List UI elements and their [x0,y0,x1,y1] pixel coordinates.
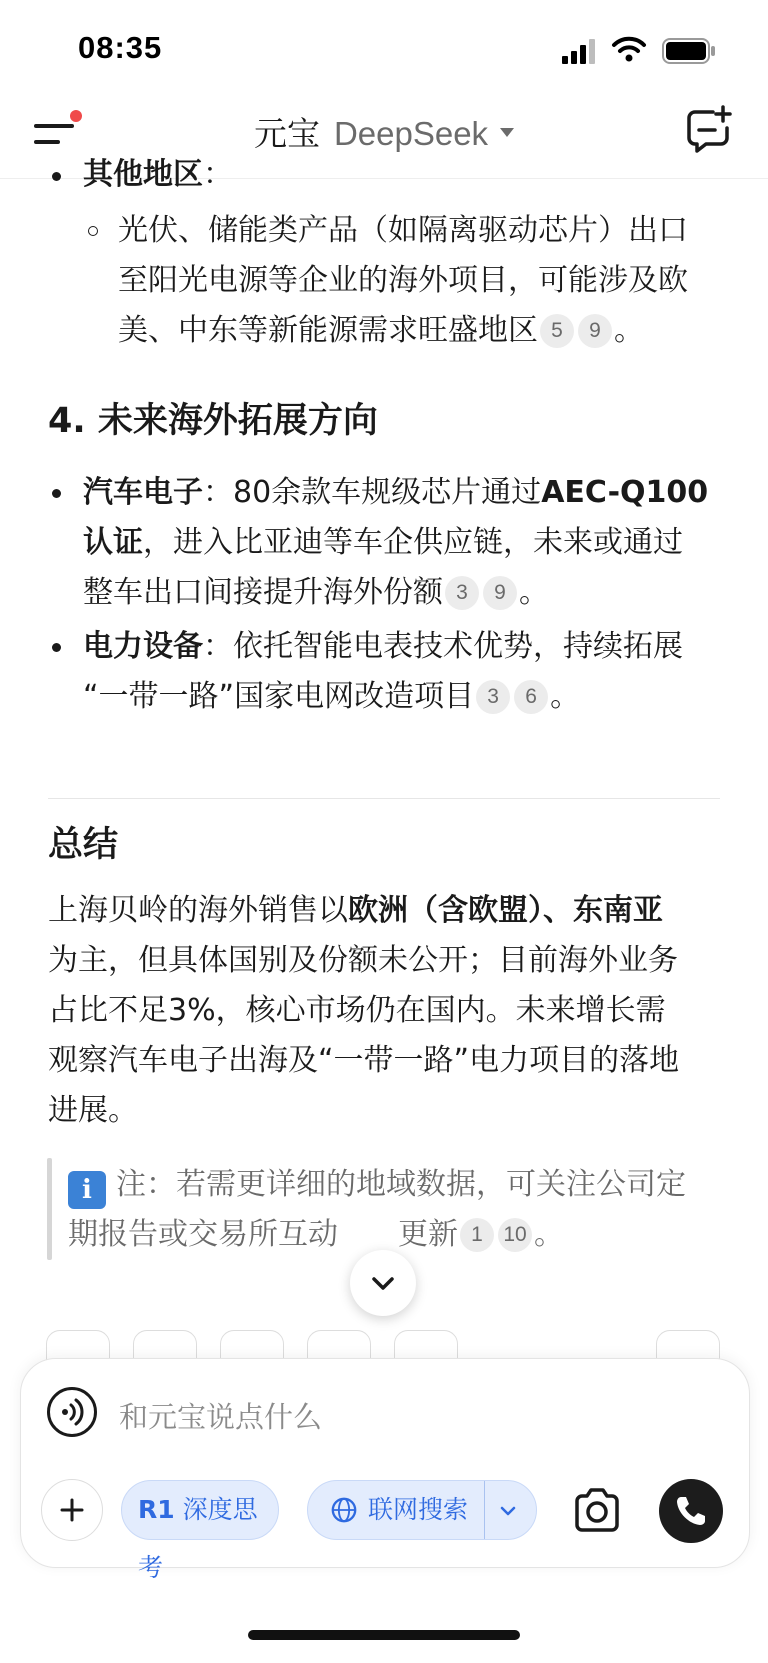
sub-bullet-circle [88,226,98,236]
model-name: DeepSeek [333,115,489,152]
bullet-dot [52,489,61,498]
chat-content [0,157,768,1358]
citation-badge[interactable]: 3 [445,576,479,610]
voice-wave-icon [50,1390,94,1434]
auto-line-3: 整车出口间接提升海外份额 3 9 。 [83,575,549,610]
voice-input-button[interactable] [47,1387,97,1437]
summary-line-5: 进展。 [48,1093,138,1128]
summary-line-2: 为主，但具体国别及份额未公开；目前海外业务 [48,943,678,978]
globe-icon [330,1496,358,1524]
chevron-down-icon[interactable] [498,1501,518,1521]
web-search-toggle[interactable]: 联网搜索 [307,1480,537,1540]
voice-call-button[interactable] [659,1479,723,1543]
plus-icon [42,1480,102,1540]
section-4-heading: 4. 未来海外拓展方向 [48,401,378,441]
chevron-down-icon [350,1250,416,1316]
section-divider [48,798,720,799]
citation-badge[interactable]: 1 [460,1218,494,1252]
other-region-heading: 其他地区： [83,157,233,192]
summary-line-4: 观察汽车电子出海及“一带一路”电力项目的落地 [48,1043,680,1078]
input-panel [20,1358,750,1582]
citation-badge[interactable]: 6 [514,680,548,714]
camera-icon[interactable] [569,1483,625,1539]
power-line-1: 电力设备：依托智能电表技术优势，持续拓展 [83,629,683,664]
pill-divider [484,1481,485,1539]
cellular-signal-icon [562,38,598,64]
home-indicator [248,1630,520,1640]
message-input[interactable]: 和元宝说点什么 [119,1400,323,1434]
power-line-2: “一带一路”国家电网改造项目 3 6 。 [83,679,581,714]
auto-line-1: 汽车电子：80余款车规级芯片通过AEC-Q100 [83,475,709,510]
scroll-to-bottom-button[interactable] [350,1250,416,1316]
other-region-line-3: 美、中东等新能源需求旺盛地区 5 9 。 [118,313,644,348]
status-time: 08:35 [78,30,163,65]
citation-badge[interactable]: 3 [476,680,510,714]
summary-heading: 总结 [48,825,119,865]
r1-badge: R1 [138,1495,175,1524]
status-bar [0,0,768,90]
app-name: 元宝 [253,114,320,153]
citation-badge[interactable]: 9 [578,314,612,348]
blockquote-bar [47,1158,52,1260]
note-line-2: 期报告或交易所互动 更新 1 10 。 [68,1217,564,1252]
bullet-dot [52,172,61,181]
summary-line-3: 占比不足3%，核心市场仍在国内。未来增长需 [48,993,666,1028]
bullet-dot [52,643,61,652]
other-region-line-1: 光伏、储能类产品（如隔离驱动芯片）出口 [118,213,688,248]
info-icon: i [68,1171,106,1209]
phone-icon [659,1479,723,1543]
new-chat-icon[interactable] [683,104,735,154]
caret-down-icon [500,128,514,137]
auto-line-2: 认证，进入比亚迪等车企供应链，未来或通过 [83,525,683,560]
note-line-1: i 注：若需更详细的地域数据，可关注公司定 [68,1160,686,1210]
wifi-icon [612,36,646,64]
model-selector[interactable] [0,108,768,155]
add-attachment-button[interactable] [41,1479,103,1541]
other-region-line-2: 至阳光电源等企业的海外项目，可能涉及欧 [118,263,688,298]
citation-badge[interactable]: 5 [540,314,574,348]
summary-line-1: 上海贝岭的海外销售以欧洲（含欧盟）、东南亚 [48,893,663,928]
citation-badge[interactable]: 10 [498,1218,532,1252]
citation-badge[interactable]: 9 [483,576,517,610]
battery-icon [662,38,716,64]
deep-think-toggle[interactable]: R1 深度思考 [121,1480,279,1540]
